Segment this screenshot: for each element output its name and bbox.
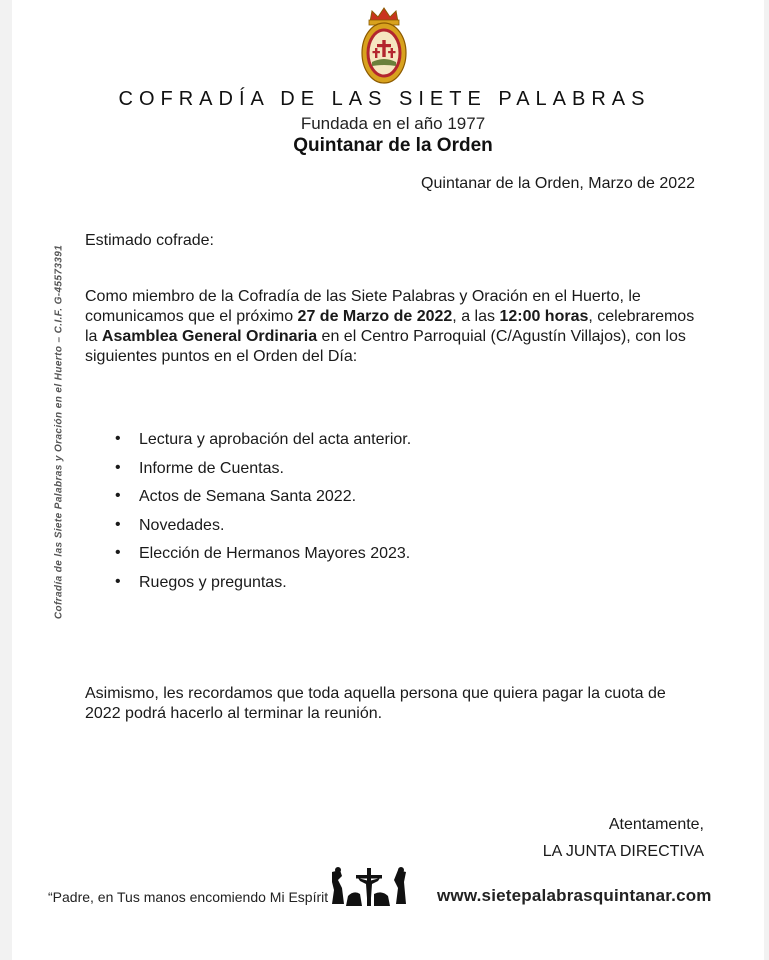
bullet-icon: • bbox=[115, 544, 121, 561]
agenda-item-text: Informe de Cuentas. bbox=[139, 459, 284, 477]
greeting: Estimado cofrade: bbox=[85, 232, 214, 249]
agenda-item bbox=[115, 430, 411, 459]
cofradia-crest-icon bbox=[358, 6, 410, 86]
bullet-icon: • bbox=[115, 430, 121, 447]
agenda-item bbox=[115, 487, 411, 516]
bullet-icon: • bbox=[115, 572, 121, 590]
closing-line: Atentamente, bbox=[608, 816, 704, 833]
signature: LA JUNTA DIRECTIVA bbox=[542, 843, 704, 860]
agenda-item bbox=[115, 459, 411, 488]
agenda-item bbox=[115, 573, 411, 602]
website-link[interactable]: www.sietepalabrasquintanar.com bbox=[437, 886, 712, 905]
body-paragraph bbox=[85, 287, 705, 367]
meeting-name: Asamblea General Ordinaria bbox=[101, 328, 318, 345]
agenda-item bbox=[115, 516, 411, 545]
agenda-item bbox=[115, 544, 411, 573]
letter-date: Quintanar de la Orden, Marzo de 2022 bbox=[421, 175, 695, 192]
agenda-item-text: Lectura y aprobación del acta anterior. bbox=[139, 431, 412, 448]
footer-motto: “Padre, en Tus manos encomiendo Mi Espírit bbox=[48, 889, 329, 905]
bullet-icon: • bbox=[115, 458, 121, 476]
founded-subtitle: Fundada en el año 1977 bbox=[300, 114, 486, 133]
town-title: Quintanar de la Orden bbox=[293, 135, 493, 156]
agenda-list bbox=[115, 430, 411, 601]
paragraph-text: , celebraremos la bbox=[85, 308, 695, 345]
agenda-item-text: Novedades. bbox=[139, 516, 225, 534]
reminder-paragraph: Asimismo, les recordamos que toda aquella persona que quiera pagar la cuota de 2022 podrá hacerlo al terminar la reunión. bbox=[85, 685, 666, 722]
paragraph-text: Como miembro de la Cofradía de las Siete Palabras y Oración en el Huerto, le comunicamos que el próximo bbox=[85, 288, 641, 325]
agenda-item-text: Elección de Hermanos Mayores 2023. bbox=[139, 545, 411, 562]
agenda-item-text: Actos de Semana Santa 2022. bbox=[139, 488, 357, 505]
organization-title: COFRADÍA DE LAS SIETE PALABRAS bbox=[118, 88, 651, 110]
meeting-time: 12:00 horas bbox=[499, 308, 589, 325]
crucifixion-emblem-icon bbox=[330, 866, 408, 908]
bullet-icon: • bbox=[115, 515, 121, 533]
paragraph-text: , a las bbox=[452, 308, 500, 325]
paragraph-text: en el Centro Parroquial (C/Agustín Villajos), con los siguientes puntos en el Orden del Día: bbox=[85, 328, 686, 365]
meeting-date: 27 de Marzo de 2022 bbox=[297, 308, 453, 325]
side-organization-text: Cofradía de las Siete Palabras y Oración en el Huerto – C.I.F. G-45573391 bbox=[53, 244, 65, 620]
agenda-item-text: Ruegos y preguntas. bbox=[139, 573, 287, 591]
bullet-icon: • bbox=[115, 487, 121, 504]
